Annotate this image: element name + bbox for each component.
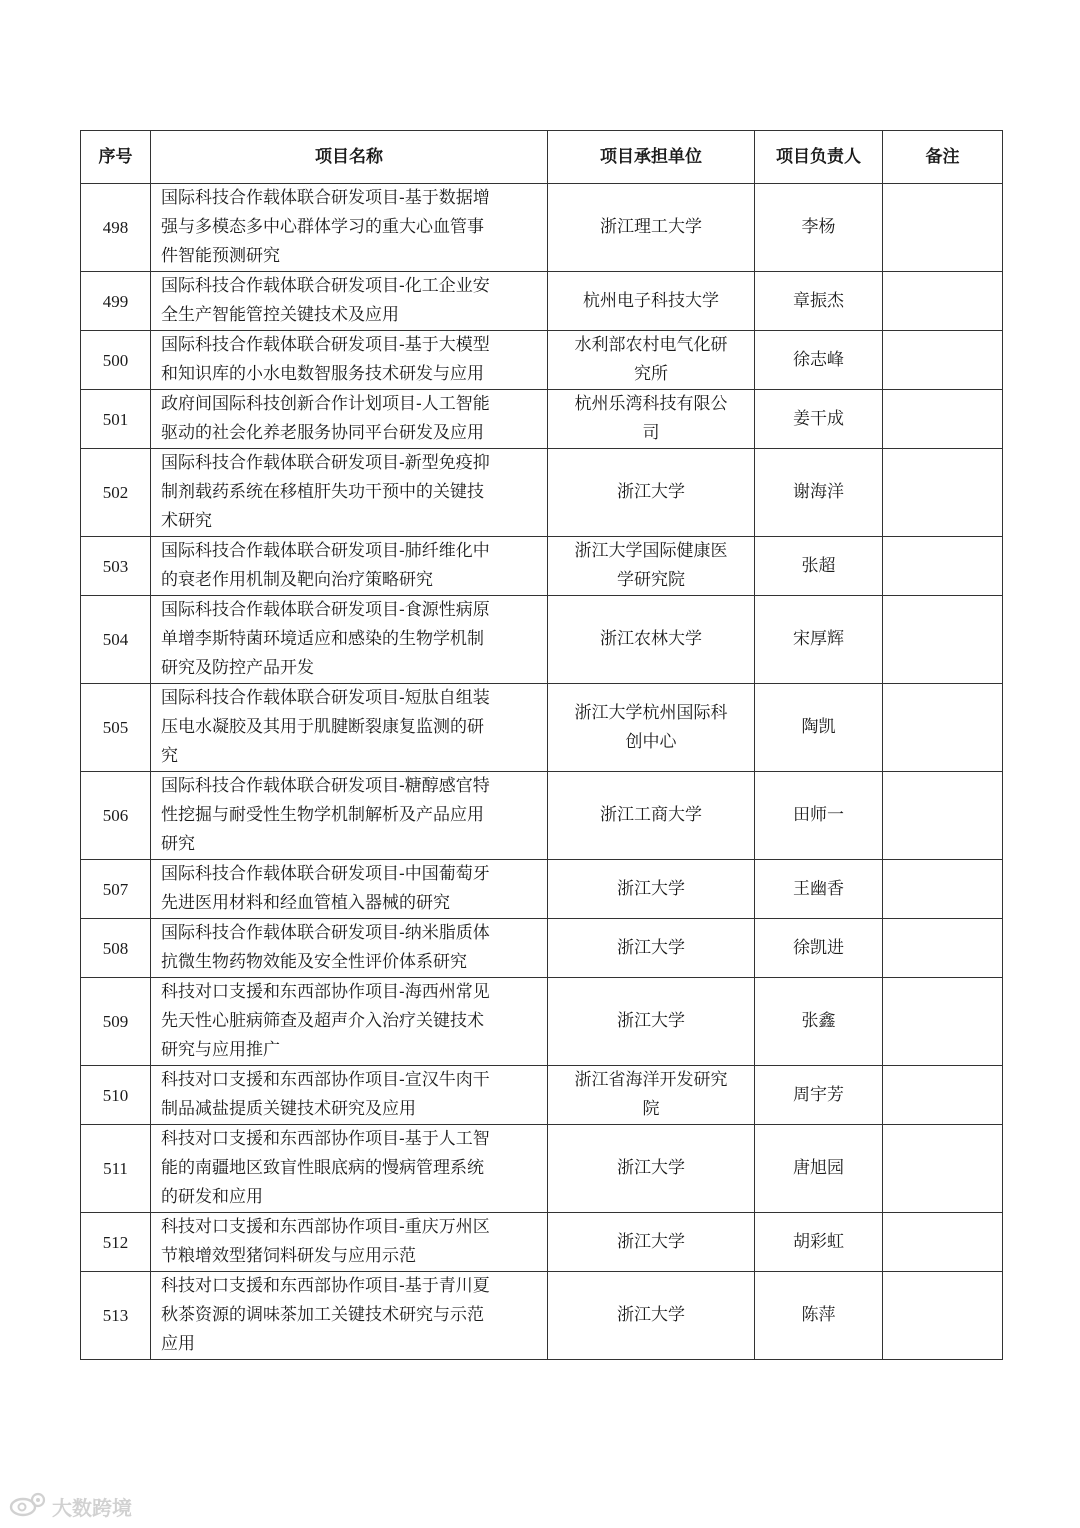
cell-serial-no: 513 <box>81 1272 151 1360</box>
header-undertaking-unit: 项目承担单位 <box>548 131 755 184</box>
project-name-line: 抗微生物药物效能及安全性评价体系研究 <box>161 952 467 972</box>
cell-project-name <box>151 449 548 537</box>
cell-undertaking-unit <box>548 919 755 978</box>
unit-line: 院 <box>642 1099 660 1119</box>
project-name-line: 科技对口支援和东西部协作项目-重庆万州区 <box>161 1217 490 1237</box>
cell-project-name <box>151 596 548 684</box>
project-name-line: 国际科技合作载体联合研发项目-中国葡萄牙 <box>161 864 490 884</box>
project-name-line: 秋茶资源的调味茶加工关键技术研究与示范 <box>161 1305 484 1325</box>
unit-line: 浙江大学 <box>617 937 685 958</box>
cell-serial-no: 506 <box>81 772 151 860</box>
cell-project-leader: 周宇芳 <box>755 1066 883 1125</box>
cell-serial-no: 500 <box>81 331 151 390</box>
cell-serial-no: 504 <box>81 596 151 684</box>
cell-undertaking-unit <box>548 1213 755 1272</box>
project-name-line: 科技对口支援和东西部协作项目-基于青川夏 <box>161 1276 490 1296</box>
table-header-row <box>81 131 1003 184</box>
cell-project-name <box>151 1066 548 1125</box>
cell-remarks <box>883 772 1003 860</box>
project-name-line: 能的南疆地区致盲性眼底病的慢病管理系统 <box>161 1158 484 1178</box>
cell-undertaking-unit <box>548 272 755 331</box>
table-row <box>81 772 1003 860</box>
table-row <box>81 1272 1003 1360</box>
weibo-icon <box>8 1490 48 1523</box>
project-name-line: 研究 <box>161 834 195 854</box>
project-name-line: 的衰老作用机制及靶向治疗策略研究 <box>161 570 433 590</box>
cell-undertaking-unit <box>548 184 755 272</box>
cell-project-leader: 徐志峰 <box>755 331 883 390</box>
cell-project-leader: 陈萍 <box>755 1272 883 1360</box>
project-name-line: 政府间国际科技创新合作计划项目-人工智能 <box>161 394 490 414</box>
unit-line: 杭州乐湾科技有限公 <box>574 394 728 414</box>
cell-project-leader: 李杨 <box>755 184 883 272</box>
header-serial-no: 序号 <box>81 131 151 184</box>
cell-project-name <box>151 860 548 919</box>
project-name-line: 研究及防控产品开发 <box>161 658 314 678</box>
cell-remarks <box>883 1213 1003 1272</box>
project-name-line: 强与多模态多中心群体学习的重大心血管事 <box>161 217 484 237</box>
project-name-line: 科技对口支援和东西部协作项目-海西州常见 <box>161 982 490 1002</box>
unit-line: 浙江农林大学 <box>600 629 702 649</box>
project-name-line: 制品减盐提质关键技术研究及应用 <box>161 1099 416 1119</box>
cell-project-leader: 胡彩虹 <box>755 1213 883 1272</box>
project-name-line: 国际科技合作载体联合研发项目-新型免疫抑 <box>161 453 490 473</box>
table-row <box>81 1213 1003 1272</box>
unit-line: 浙江大学 <box>617 1305 685 1325</box>
cell-project-name <box>151 1125 548 1213</box>
project-name-line: 性挖掘与耐受性生物学机制解析及产品应用 <box>161 805 484 825</box>
cell-remarks <box>883 596 1003 684</box>
project-name-line: 驱动的社会化养老服务协同平台研发及应用 <box>161 423 484 443</box>
project-name-line: 研究与应用推广 <box>161 1040 280 1060</box>
cell-undertaking-unit <box>548 1272 755 1360</box>
cell-remarks <box>883 272 1003 331</box>
cell-project-name <box>151 978 548 1066</box>
cell-remarks <box>883 449 1003 537</box>
cell-remarks <box>883 537 1003 596</box>
project-name-line: 术研究 <box>161 511 212 531</box>
unit-line: 创中心 <box>625 731 677 752</box>
unit-line: 浙江大学 <box>617 1231 685 1252</box>
table-row <box>81 390 1003 449</box>
unit-line: 浙江大学 <box>617 878 685 899</box>
cell-remarks <box>883 1125 1003 1213</box>
project-name-line: 制剂载药系统在移植肝失功干预中的关键技 <box>161 482 484 502</box>
table-row <box>81 331 1003 390</box>
unit-line: 水利部农村电气化研 <box>574 335 728 355</box>
cell-remarks <box>883 978 1003 1066</box>
cell-serial-no: 511 <box>81 1125 151 1213</box>
unit-line: 杭州电子科技大学 <box>583 290 719 311</box>
cell-serial-no: 498 <box>81 184 151 272</box>
cell-project-name <box>151 919 548 978</box>
project-name-line: 单增李斯特菌环境适应和感染的生物学机制 <box>161 629 484 649</box>
project-name-line: 国际科技合作载体联合研发项目-短肽自组装 <box>161 688 490 708</box>
watermark <box>8 1490 132 1522</box>
cell-project-leader: 唐旭园 <box>755 1125 883 1213</box>
header-project-name: 项目名称 <box>151 131 548 184</box>
table-row <box>81 537 1003 596</box>
cell-undertaking-unit <box>548 596 755 684</box>
project-name-line: 究 <box>161 746 178 766</box>
project-name-line: 国际科技合作载体联合研发项目-基于大模型 <box>161 335 490 355</box>
cell-project-name <box>151 272 548 331</box>
table-row <box>81 449 1003 537</box>
cell-remarks <box>883 184 1003 272</box>
table-row <box>81 1066 1003 1125</box>
project-name-line: 压电水凝胶及其用于肌腱断裂康复监测的研 <box>161 717 484 737</box>
unit-line: 究所 <box>634 364 668 384</box>
cell-serial-no: 505 <box>81 684 151 772</box>
cell-project-leader: 宋厚辉 <box>755 596 883 684</box>
cell-project-leader: 章振杰 <box>755 272 883 331</box>
cell-remarks <box>883 919 1003 978</box>
cell-undertaking-unit <box>548 772 755 860</box>
cell-remarks <box>883 1272 1003 1360</box>
project-name-line: 国际科技合作载体联合研发项目-化工企业安 <box>161 276 490 296</box>
cell-project-leader: 谢海洋 <box>755 449 883 537</box>
cell-serial-no: 510 <box>81 1066 151 1125</box>
cell-undertaking-unit <box>548 331 755 390</box>
cell-serial-no: 502 <box>81 449 151 537</box>
project-name-line: 和知识库的小水电数智服务技术研发与应用 <box>161 364 484 384</box>
cell-serial-no: 503 <box>81 537 151 596</box>
unit-line: 浙江大学 <box>617 482 685 502</box>
cell-serial-no: 512 <box>81 1213 151 1272</box>
table-row <box>81 978 1003 1066</box>
unit-line: 浙江省海洋开发研究 <box>574 1070 728 1090</box>
project-name-line: 国际科技合作载体联合研发项目-糖醇感官特 <box>161 776 490 796</box>
project-name-line: 先天性心脏病筛查及超声介入治疗关键技术 <box>161 1011 484 1031</box>
cell-project-leader: 姜干成 <box>755 390 883 449</box>
cell-project-leader: 陶凯 <box>755 684 883 772</box>
project-name-line: 科技对口支援和东西部协作项目-基于人工智 <box>161 1129 490 1149</box>
project-name-line: 先进医用材料和经血管植入器械的研究 <box>161 893 450 913</box>
project-name-line: 国际科技合作载体联合研发项目-纳米脂质体 <box>161 923 490 943</box>
project-name-line: 国际科技合作载体联合研发项目-肺纤维化中 <box>161 541 490 561</box>
unit-line: 学研究院 <box>617 570 685 590</box>
cell-project-leader: 田师一 <box>755 772 883 860</box>
table-row <box>81 272 1003 331</box>
cell-remarks <box>883 1066 1003 1125</box>
cell-undertaking-unit <box>548 390 755 449</box>
header-remarks: 备注 <box>883 131 1003 184</box>
cell-undertaking-unit <box>548 860 755 919</box>
cell-serial-no: 509 <box>81 978 151 1066</box>
cell-project-name <box>151 390 548 449</box>
cell-project-name <box>151 537 548 596</box>
cell-remarks <box>883 860 1003 919</box>
table-row <box>81 1125 1003 1213</box>
table-row <box>81 684 1003 772</box>
cell-project-leader: 张超 <box>755 537 883 596</box>
unit-line: 浙江工商大学 <box>600 805 702 825</box>
project-name-line: 应用 <box>161 1334 195 1354</box>
cell-project-name <box>151 1213 548 1272</box>
project-name-line: 科技对口支援和东西部协作项目-宣汉牛肉干 <box>161 1070 490 1090</box>
cell-project-leader: 张鑫 <box>755 978 883 1066</box>
cell-undertaking-unit <box>548 978 755 1066</box>
cell-serial-no: 508 <box>81 919 151 978</box>
cell-undertaking-unit <box>548 1066 755 1125</box>
unit-line: 浙江大学杭州国际科 <box>574 702 728 723</box>
cell-undertaking-unit <box>548 1125 755 1213</box>
table-row <box>81 596 1003 684</box>
cell-serial-no: 507 <box>81 860 151 919</box>
header-project-leader: 项目负责人 <box>755 131 883 184</box>
unit-line: 浙江大学 <box>617 1011 685 1031</box>
cell-project-name <box>151 1272 548 1360</box>
cell-undertaking-unit <box>548 684 755 772</box>
cell-project-leader: 王幽香 <box>755 860 883 919</box>
unit-line: 浙江大学国际健康医 <box>574 541 728 561</box>
project-name-line: 全生产智能管控关键技术及应用 <box>161 305 399 325</box>
cell-remarks <box>883 390 1003 449</box>
cell-project-name <box>151 331 548 390</box>
project-name-line: 的研发和应用 <box>161 1187 263 1207</box>
project-name-line: 国际科技合作载体联合研发项目-食源性病原 <box>161 600 490 620</box>
cell-undertaking-unit <box>548 537 755 596</box>
cell-serial-no: 501 <box>81 390 151 449</box>
watermark-text: 大数跨境 <box>52 1495 132 1520</box>
unit-line: 司 <box>642 423 660 443</box>
cell-project-leader: 徐凯进 <box>755 919 883 978</box>
unit-line: 浙江理工大学 <box>600 217 702 237</box>
project-name-line: 节粮增效型猪饲料研发与应用示范 <box>161 1246 416 1266</box>
table-row <box>81 860 1003 919</box>
cell-project-name <box>151 684 548 772</box>
table-row <box>81 919 1003 978</box>
cell-serial-no: 499 <box>81 272 151 331</box>
project-table <box>80 130 1003 1360</box>
unit-line: 浙江大学 <box>617 1158 685 1178</box>
cell-project-name <box>151 184 548 272</box>
project-name-line: 国际科技合作载体联合研发项目-基于数据增 <box>161 188 490 208</box>
table-row <box>81 184 1003 272</box>
project-name-line: 件智能预测研究 <box>161 246 280 266</box>
cell-undertaking-unit <box>548 449 755 537</box>
cell-remarks <box>883 331 1003 390</box>
cell-remarks <box>883 684 1003 772</box>
cell-project-name <box>151 772 548 860</box>
